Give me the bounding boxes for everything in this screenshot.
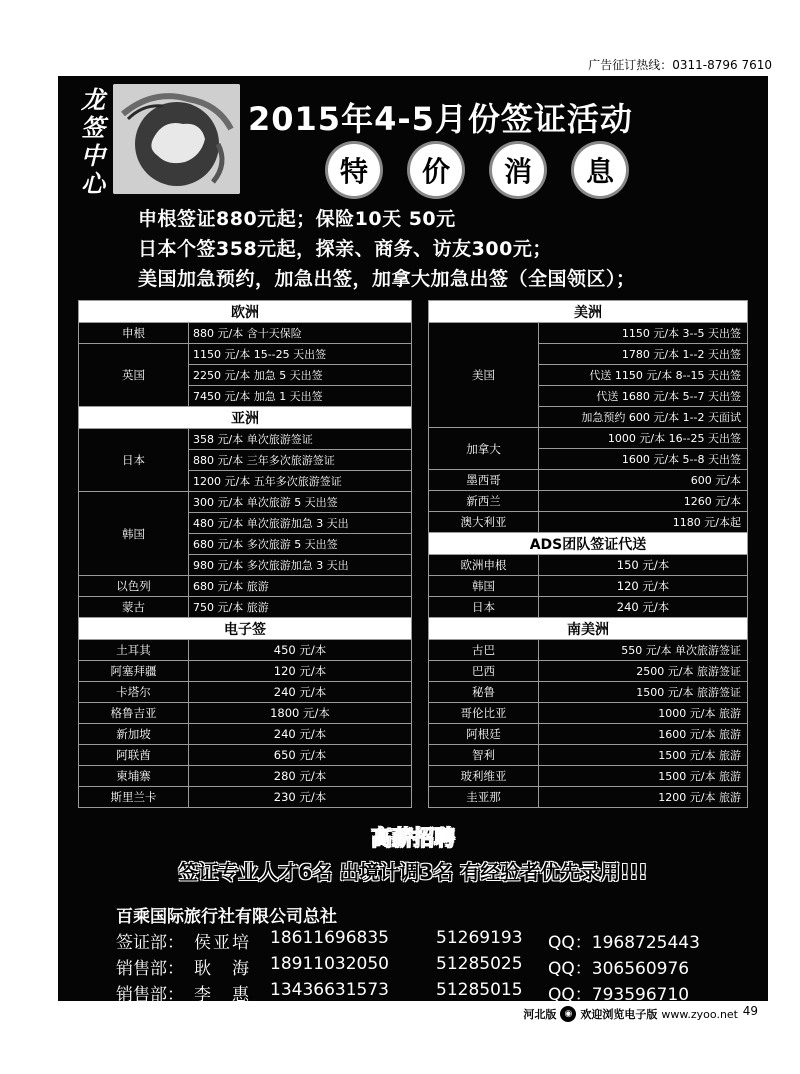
- section-header-row: [429, 533, 748, 555]
- detail-cell: 代送 1150 元/本 8--15 天出签: [539, 365, 748, 386]
- table-row: [79, 766, 412, 787]
- detail-cell: 358 元/本 单次旅游签证: [189, 429, 412, 450]
- country-cell: 英国: [79, 344, 189, 407]
- footer-text: 欢迎浏览电子版: [580, 1008, 658, 1021]
- table-row: [79, 682, 412, 703]
- section-header-row: [79, 301, 412, 323]
- price-cell: 1500 元/本 旅游签证: [539, 682, 748, 703]
- contact-phone: 51285015: [436, 980, 523, 1000]
- section-header: 欧洲: [79, 301, 412, 323]
- detail-cell: 680 元/本 旅游: [189, 576, 412, 597]
- detail-cell: 1260 元/本: [539, 491, 748, 512]
- detail-cell: 880 元/本 含十天保险: [189, 323, 412, 344]
- logo-char: 签: [81, 113, 105, 142]
- detail-cell: 1600 元/本 5--8 天出签: [539, 449, 748, 470]
- promo-line: 日本个签358元起，探亲、商务、访友300元；: [138, 238, 552, 260]
- detail-cell: 1150 元/本 15--25 天出签: [189, 344, 412, 365]
- section-header-row: [429, 618, 748, 640]
- detail-cell: 代送 1680 元/本 5--7 天出签: [539, 386, 748, 407]
- country-cell: 以色列: [79, 576, 189, 597]
- country-cell: 土耳其: [79, 640, 189, 661]
- price-cell: 240 元/本: [539, 597, 748, 618]
- hiring-line: 签证专业人才6名 出境计调3名 有经验者优先录用!!!: [178, 860, 648, 884]
- country-cell: 墨西哥: [429, 470, 539, 491]
- price-cell: 650 元/本: [189, 745, 412, 766]
- detail-cell: 680 元/本 多次旅游 5 天出签: [189, 534, 412, 555]
- country-cell: 新西兰: [429, 491, 539, 512]
- visa-poster: [58, 76, 768, 1005]
- contact-qq: QQ：306560976: [548, 959, 690, 979]
- section-header-row: [79, 407, 412, 429]
- country-cell: 日本: [79, 429, 189, 492]
- table-row: [79, 597, 412, 618]
- detail-cell: 1200 元/本 五年多次旅游签证: [189, 471, 412, 492]
- detail-cell: 7450 元/本 加急 1 天出签: [189, 386, 412, 407]
- dragon-china-map-icon: [113, 84, 240, 194]
- country-cell: 美国: [429, 323, 539, 428]
- country-cell: 新加坡: [79, 724, 189, 745]
- table-row: [79, 640, 412, 661]
- contact-qq: QQ：1968725443: [548, 933, 700, 953]
- table-row: [429, 491, 748, 512]
- table-row: [79, 492, 412, 513]
- section-header: 美洲: [429, 301, 748, 323]
- contact-name: 耿 海: [194, 959, 251, 979]
- contact-name: 李 惠: [194, 985, 251, 1005]
- page-title: 2015年4-5月份签证活动: [248, 100, 633, 138]
- country-cell: 玻利维亚: [429, 766, 539, 787]
- logo-char: 龙: [81, 85, 105, 114]
- badge-char: 息: [574, 144, 626, 196]
- logo-char: 心: [81, 169, 105, 198]
- detail-cell: 480 元/本 单次旅游加急 3 天出: [189, 513, 412, 534]
- section-header: 电子签: [79, 618, 412, 640]
- table-row: [79, 787, 412, 808]
- company-name: 百乘国际旅行社有限公司总社: [116, 907, 337, 927]
- country-cell: 阿根廷: [429, 724, 539, 745]
- price-cell: 280 元/本: [189, 766, 412, 787]
- footer-edition: 河北版: [523, 1008, 557, 1021]
- price-cell: 240 元/本: [189, 682, 412, 703]
- country-cell: 申根: [79, 323, 189, 344]
- price-cell: 120 元/本: [189, 661, 412, 682]
- table-row: [429, 428, 748, 449]
- table-row: [429, 724, 748, 745]
- detail-cell: 1180 元/本起: [539, 512, 748, 533]
- logo-icon: ◉: [560, 1006, 576, 1022]
- price-cell: 1600 元/本 旅游: [539, 724, 748, 745]
- country-cell: 加拿大: [429, 428, 539, 470]
- table-row: [79, 429, 412, 450]
- table-row: [79, 724, 412, 745]
- country-cell: 韩国: [79, 492, 189, 576]
- price-cell: 1500 元/本 旅游: [539, 745, 748, 766]
- country-cell: 圭亚那: [429, 787, 539, 808]
- dragon-logo: [113, 84, 240, 194]
- contact-dept: 签证部：: [116, 933, 184, 953]
- country-cell: 阿塞拜疆: [79, 661, 189, 682]
- section-header-row: [79, 618, 412, 640]
- table-row: [429, 576, 748, 597]
- detail-cell: 300 元/本 单次旅游 5 天出签: [189, 492, 412, 513]
- contact-name: 侯亚培: [194, 933, 251, 953]
- price-cell: 450 元/本: [189, 640, 412, 661]
- detail-cell: 2250 元/本 加急 5 天出签: [189, 365, 412, 386]
- country-cell: 格鲁吉亚: [79, 703, 189, 724]
- country-cell: 智利: [429, 745, 539, 766]
- price-cell: 1500 元/本 旅游: [539, 766, 748, 787]
- contact-phone: 51285025: [436, 954, 523, 974]
- table-row: [429, 787, 748, 808]
- detail-cell: 加急预约 600 元/本 1--2 天面试: [539, 407, 748, 428]
- price-cell: 1000 元/本 旅游: [539, 703, 748, 724]
- table-row: [429, 745, 748, 766]
- country-cell: 欧洲申根: [429, 555, 539, 576]
- footer: [523, 1006, 738, 1022]
- contact-qq: QQ：793596710: [548, 985, 690, 1005]
- section-header-row: [429, 301, 748, 323]
- footer-url[interactable]: www.zyoo.net: [661, 1007, 738, 1021]
- table-row: [79, 703, 412, 724]
- country-cell: 阿联酋: [79, 745, 189, 766]
- table-row: [429, 766, 748, 787]
- hotline: 广告征订热线：0311-8796 7610: [588, 58, 772, 72]
- country-cell: 柬埔寨: [79, 766, 189, 787]
- table-row: [79, 344, 412, 365]
- section-header: ADS团队签证代送: [429, 533, 748, 555]
- badge-char: 消: [492, 144, 544, 196]
- table-row: [79, 576, 412, 597]
- badge-char: 价: [410, 144, 462, 196]
- table-row: [79, 745, 412, 766]
- price-cell: 230 元/本: [189, 787, 412, 808]
- country-cell: 韩国: [429, 576, 539, 597]
- price-cell: 550 元/本 单次旅游签证: [539, 640, 748, 661]
- page-number: 49: [742, 1004, 758, 1018]
- table-row: [429, 555, 748, 576]
- left-visa-table: [78, 300, 412, 808]
- section-header: 南美洲: [429, 618, 748, 640]
- promo-line: 美国加急预约，加急出签，加拿大加急出签（全国领区）；: [138, 268, 636, 290]
- price-cell: 1800 元/本: [189, 703, 412, 724]
- table-row: [79, 661, 412, 682]
- country-cell: 澳大利亚: [429, 512, 539, 533]
- table-row: [429, 512, 748, 533]
- detail-cell: 1000 元/本 16--25 天出签: [539, 428, 748, 449]
- contact-phone: 51269193: [436, 928, 523, 948]
- contact-row: [116, 954, 748, 979]
- table-row: [429, 703, 748, 724]
- table-row: [429, 661, 748, 682]
- contact-row: [116, 928, 748, 953]
- country-cell: 巴西: [429, 661, 539, 682]
- detail-cell: 980 元/本 多次旅游加急 3 天出: [189, 555, 412, 576]
- logo-char: 中: [81, 141, 105, 170]
- detail-cell: 1780 元/本 1--2 天出签: [539, 344, 748, 365]
- section-header: 亚洲: [79, 407, 412, 429]
- detail-cell: 880 元/本 三年多次旅游签证: [189, 450, 412, 471]
- contact-row: [116, 980, 748, 1005]
- right-visa-table: [428, 300, 748, 808]
- price-cell: 240 元/本: [189, 724, 412, 745]
- price-cell: 1200 元/本 旅游: [539, 787, 748, 808]
- table-row: [79, 323, 412, 344]
- detail-cell: 600 元/本: [539, 470, 748, 491]
- table-row: [429, 470, 748, 491]
- price-cell: 150 元/本: [539, 555, 748, 576]
- detail-cell: 1150 元/本 3--5 天出签: [539, 323, 748, 344]
- country-cell: 哥伦比亚: [429, 703, 539, 724]
- country-cell: 古巴: [429, 640, 539, 661]
- price-cell: 2500 元/本 旅游签证: [539, 661, 748, 682]
- table-row: [429, 682, 748, 703]
- detail-cell: 750 元/本 旅游: [189, 597, 412, 618]
- contact-mobile: 18611696835: [270, 928, 389, 948]
- special-offer-badges: [328, 144, 626, 196]
- table-row: [429, 597, 748, 618]
- promo-line: 申根签证880元起；保险10天 50元: [138, 208, 456, 230]
- table-row: [429, 640, 748, 661]
- contact-mobile: 18911032050: [270, 954, 389, 974]
- country-cell: 日本: [429, 597, 539, 618]
- hiring-title: 高薪招聘: [371, 826, 455, 850]
- price-cell: 120 元/本: [539, 576, 748, 597]
- badge-char: 特: [328, 144, 380, 196]
- contact-dept: 销售部：: [116, 959, 184, 979]
- country-cell: 蒙古: [79, 597, 189, 618]
- contact-dept: 销售部：: [116, 985, 184, 1005]
- country-cell: 斯里兰卡: [79, 787, 189, 808]
- logo-vertical-text: [76, 86, 110, 198]
- table-row: [429, 323, 748, 344]
- country-cell: 卡塔尔: [79, 682, 189, 703]
- country-cell: 秘鲁: [429, 682, 539, 703]
- contact-mobile: 13436631573: [270, 980, 389, 1000]
